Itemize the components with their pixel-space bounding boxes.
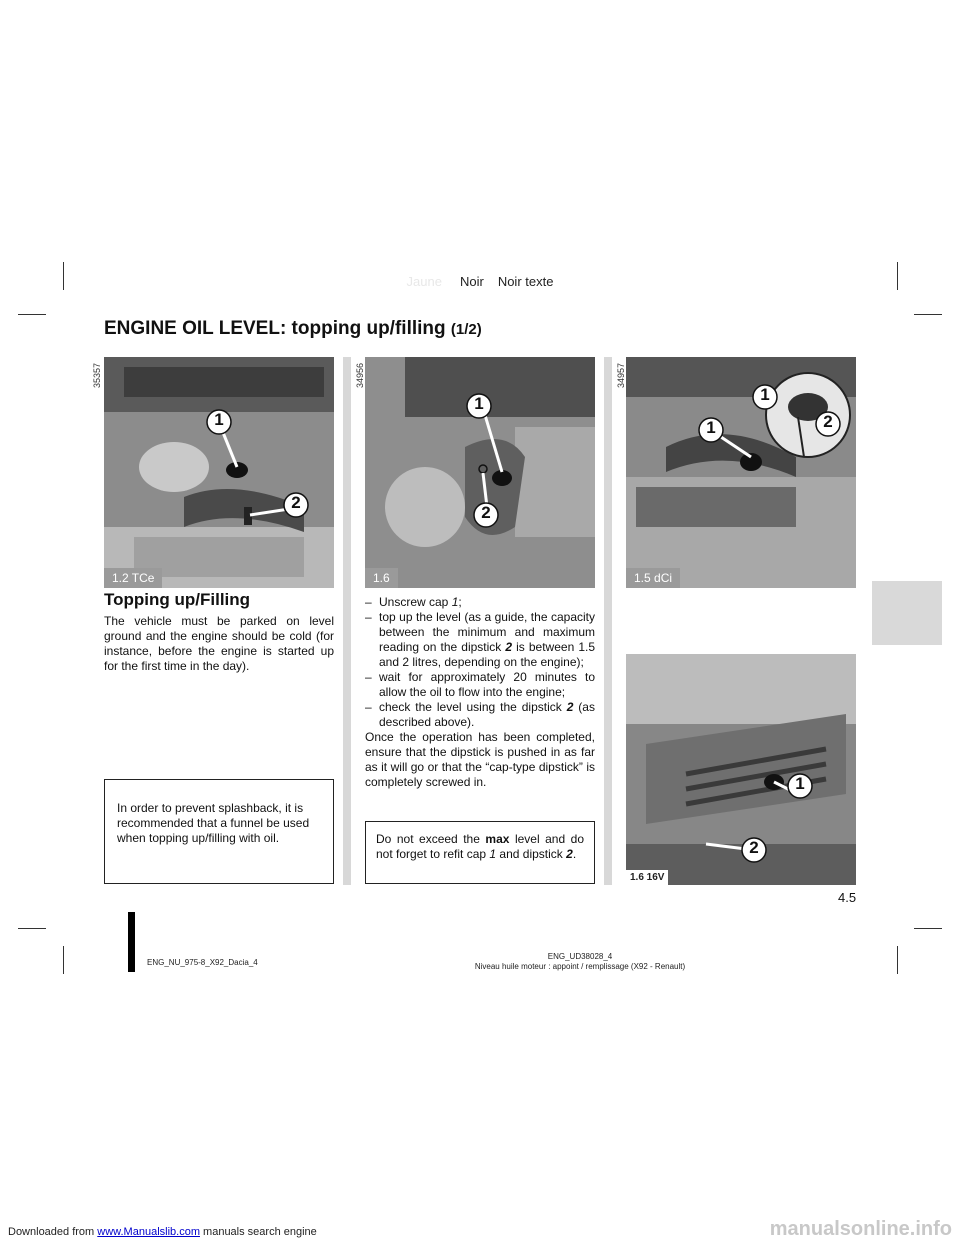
callout-1: 1 bbox=[706, 418, 716, 437]
callout-1-inset: 1 bbox=[760, 385, 770, 404]
print-colors-line bbox=[0, 274, 960, 289]
warning-part: . bbox=[572, 847, 577, 861]
warning-ref: 1 bbox=[489, 847, 497, 861]
splash-note-text: In order to prevent splashback, it is recommended that a funnel be used when topping up/filling with oil. bbox=[117, 801, 310, 845]
title-main: ENGINE OIL LEVEL: topping up/filling bbox=[104, 318, 451, 339]
watermark: manualsonline.info bbox=[769, 1218, 952, 1240]
steps-block bbox=[365, 595, 595, 790]
crop-mark bbox=[897, 946, 898, 974]
engine-photo-1-2-tce bbox=[104, 357, 334, 588]
steps-list bbox=[365, 595, 595, 730]
callout-2: 2 bbox=[291, 493, 301, 512]
banner-suffix: manuals search engine bbox=[199, 1226, 317, 1238]
warning-part: level and do not forget to refit cap bbox=[376, 832, 584, 861]
engine-tag: 1.6 bbox=[365, 568, 398, 588]
step-item bbox=[365, 610, 595, 670]
step-item bbox=[365, 595, 595, 610]
warning-text bbox=[376, 832, 584, 862]
step-text: top up the level (as a guide, the capacity between the minimum and maximum reading on the dipstick bbox=[379, 610, 595, 654]
color-jaune: Jaune bbox=[406, 274, 442, 289]
step-text: Unscrew cap bbox=[379, 595, 452, 609]
splash-note-box bbox=[104, 779, 334, 884]
page-bar bbox=[128, 912, 135, 972]
step-text: wait for approximately 20 minutes to allow the oil to flow into the engine; bbox=[379, 670, 595, 699]
engine-illustration bbox=[365, 357, 595, 588]
engine-photo-1-6-16v bbox=[626, 654, 856, 885]
step-item bbox=[365, 670, 595, 700]
step-text: is between 1.5 and 2 litres, depending on the engine); bbox=[379, 640, 595, 669]
warning-part: Do not exceed the bbox=[376, 832, 486, 846]
column-separator bbox=[604, 357, 612, 885]
step-item bbox=[365, 700, 595, 730]
footer-right bbox=[460, 952, 700, 972]
manualslib-link[interactable]: www.Manualslib.com bbox=[97, 1226, 200, 1238]
warning-max: max bbox=[485, 832, 510, 846]
engine-illustration bbox=[626, 654, 856, 885]
crop-mark bbox=[63, 946, 64, 974]
step-ref: 1 bbox=[451, 595, 459, 609]
page-number: 4.5 bbox=[838, 890, 857, 905]
engine-tag: 1.5 dCi bbox=[626, 568, 680, 588]
crop-mark bbox=[914, 314, 942, 315]
page-title bbox=[104, 318, 482, 340]
color-noir-texte: Noir texte bbox=[497, 274, 554, 289]
warning-box bbox=[365, 821, 595, 884]
callout-1: 1 bbox=[474, 394, 484, 413]
callout-1: 1 bbox=[214, 410, 224, 429]
download-banner bbox=[8, 1226, 317, 1238]
engine-illustration bbox=[626, 357, 856, 588]
column-separator bbox=[343, 357, 351, 885]
callout-2-inset: 2 bbox=[823, 412, 833, 431]
callout-1: 1 bbox=[795, 774, 805, 793]
engine-tag: 1.6 16V bbox=[626, 870, 668, 885]
step-text: ; bbox=[458, 595, 462, 609]
crop-mark bbox=[18, 928, 46, 929]
footer-right-line1: ENG_UD38028_4 bbox=[547, 952, 613, 961]
warning-part: and dipstick bbox=[496, 847, 567, 861]
callout-2: 2 bbox=[481, 503, 491, 522]
step-text: check the level using the dipstick bbox=[379, 700, 567, 714]
section-heading: Topping up/Filling bbox=[104, 590, 251, 609]
engine-photo-1-6 bbox=[365, 357, 595, 588]
engine-photo-1-5-dci bbox=[626, 357, 856, 588]
callout-2: 2 bbox=[749, 838, 759, 857]
warning-ref: 2 bbox=[566, 847, 573, 861]
footer-right-line2: Niveau huile moteur : appoint / remplissage (X92 - Renault) bbox=[474, 962, 686, 971]
color-noir: Noir bbox=[459, 274, 484, 289]
photo-ref-number: 34957 bbox=[616, 362, 626, 388]
crop-mark bbox=[18, 314, 46, 315]
after-steps-paragraph: Once the operation has been completed, ensure that the dipstick is pushed in as far as it will go or that the “cap-type dipstick” is completely screwed in. bbox=[365, 730, 595, 789]
step-ref: 2 bbox=[505, 640, 513, 654]
chapter-tab bbox=[872, 581, 942, 645]
step-ref: 2 bbox=[566, 700, 574, 714]
footer-left: ENG_NU_975-8_X92_Dacia_4 bbox=[147, 958, 258, 967]
crop-mark bbox=[914, 928, 942, 929]
engine-tag: 1.2 TCe bbox=[104, 568, 162, 588]
title-part: (1/2) bbox=[450, 321, 482, 338]
engine-illustration bbox=[104, 357, 334, 588]
intro-paragraph: The vehicle must be parked on level ground and the engine should be cold (for instance, before the engine is started up for the first time in the day). bbox=[104, 614, 334, 673]
step-text: (as described above). bbox=[379, 700, 595, 729]
photo-ref-number: 35357 bbox=[92, 362, 102, 388]
photo-ref-number: 34956 bbox=[355, 362, 365, 388]
banner-prefix: Downloaded from bbox=[8, 1226, 98, 1238]
